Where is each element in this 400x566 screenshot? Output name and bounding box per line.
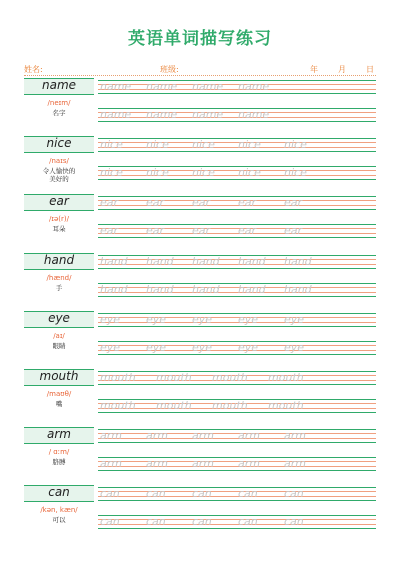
trace-word: arm bbox=[284, 429, 306, 443]
trace-word: name bbox=[238, 108, 270, 121]
meaning-text: 可以 bbox=[52, 516, 66, 525]
trace-word: mouth bbox=[156, 399, 192, 412]
trace-word: mouth bbox=[212, 371, 248, 384]
header-divider bbox=[24, 75, 376, 76]
trace-word: eye bbox=[238, 312, 259, 326]
word-text: can bbox=[48, 485, 70, 500]
trace-word: nice bbox=[192, 166, 215, 180]
trace-word: ear bbox=[146, 196, 165, 210]
guide-line bbox=[98, 384, 376, 385]
trace-word: can bbox=[284, 515, 304, 529]
trace-word: ear bbox=[100, 224, 119, 238]
trace-row bbox=[100, 138, 376, 151]
guide-line bbox=[98, 354, 376, 355]
phonetic-text: /aɪ/ bbox=[53, 331, 65, 340]
trace-word: arm bbox=[146, 429, 168, 443]
word-info bbox=[24, 311, 94, 369]
trace-word: arm bbox=[284, 457, 306, 471]
word-text: arm bbox=[47, 427, 71, 442]
guide-line bbox=[98, 237, 376, 238]
trace-word: can bbox=[238, 487, 258, 501]
word-entry bbox=[24, 427, 376, 485]
trace-word: nice bbox=[238, 138, 261, 152]
trace-word: hand bbox=[192, 282, 220, 296]
meaning-text: 嘴 bbox=[55, 400, 63, 408]
trace-word: mouth bbox=[156, 371, 192, 384]
word-text: name bbox=[41, 78, 77, 92]
trace-row bbox=[100, 283, 376, 296]
trace-word: can bbox=[284, 487, 304, 501]
trace-word: name bbox=[238, 80, 270, 93]
word-info bbox=[24, 78, 94, 136]
word-entry bbox=[24, 253, 376, 311]
trace-word: name bbox=[192, 108, 224, 121]
trace-word: arm bbox=[238, 457, 260, 471]
trace-word: can bbox=[100, 487, 120, 501]
trace-row bbox=[100, 487, 376, 500]
trace-row bbox=[100, 457, 376, 470]
trace-word: nice bbox=[100, 166, 123, 180]
guide-line bbox=[98, 296, 376, 297]
trace-word: eye bbox=[284, 340, 305, 354]
trace-row bbox=[100, 371, 376, 384]
word-info bbox=[24, 136, 94, 194]
word-text: hand bbox=[43, 252, 75, 267]
trace-row bbox=[100, 108, 376, 121]
trace-word: nice bbox=[284, 166, 307, 180]
trace-word: can bbox=[146, 487, 166, 501]
meaning-text: 耳朵 bbox=[52, 225, 66, 234]
trace-word: hand bbox=[146, 282, 174, 296]
phonetic-text: /naɪs/ bbox=[49, 157, 69, 166]
trace-row bbox=[100, 255, 376, 268]
guide-line bbox=[98, 121, 376, 122]
word-entry bbox=[24, 136, 376, 194]
trace-word: eye bbox=[146, 340, 167, 354]
trace-word: eye bbox=[192, 340, 213, 354]
trace-word: hand bbox=[192, 254, 220, 268]
meaning-text: 眼睛 bbox=[52, 341, 66, 350]
trace-word: name bbox=[100, 108, 132, 121]
phonetic-text: /kən, kæn/ bbox=[40, 506, 78, 515]
guide-line bbox=[98, 470, 376, 471]
phonetic-text: /maʊθ/ bbox=[46, 390, 72, 398]
trace-word: hand bbox=[284, 254, 312, 268]
guide-line bbox=[98, 412, 376, 413]
trace-word: eye bbox=[146, 312, 167, 326]
word-text: ear bbox=[49, 194, 69, 209]
guide-line bbox=[98, 268, 376, 269]
trace-word: arm bbox=[100, 457, 122, 471]
trace-word: nice bbox=[146, 166, 169, 180]
guide-line bbox=[98, 179, 376, 180]
word-entry bbox=[24, 369, 376, 427]
day-label: 日 bbox=[366, 65, 374, 74]
guide-line bbox=[98, 442, 376, 443]
trace-word: hand bbox=[100, 254, 128, 268]
meaning-text: 胳膊 bbox=[52, 458, 66, 467]
guide-line bbox=[98, 209, 376, 210]
trace-word: mouth bbox=[212, 399, 248, 412]
class-label: 班级: bbox=[160, 65, 179, 74]
phonetic-text: / ɑːm/ bbox=[48, 448, 70, 457]
trace-word: arm bbox=[192, 429, 214, 443]
trace-row bbox=[100, 515, 376, 528]
guide-line bbox=[98, 151, 376, 152]
trace-word: name bbox=[192, 80, 224, 93]
trace-row bbox=[100, 196, 376, 209]
phonetic-text: /ɪə(r)/ bbox=[49, 215, 69, 224]
trace-word: eye bbox=[100, 312, 121, 326]
trace-row bbox=[100, 224, 376, 237]
meaning-text: 令人愉快的 美好的 bbox=[42, 167, 76, 184]
trace-word: mouth bbox=[100, 399, 136, 412]
word-info bbox=[24, 369, 94, 427]
trace-word: name bbox=[146, 80, 178, 93]
trace-word: ear bbox=[192, 196, 211, 210]
trace-word: name bbox=[100, 80, 132, 93]
trace-word: hand bbox=[238, 282, 266, 296]
trace-word: hand bbox=[284, 282, 312, 296]
word-text: nice bbox=[46, 136, 72, 151]
trace-row bbox=[100, 341, 376, 354]
trace-word: nice bbox=[100, 138, 123, 152]
trace-row bbox=[100, 166, 376, 179]
trace-row bbox=[100, 313, 376, 326]
phonetic-text: /neɪm/ bbox=[47, 99, 71, 107]
trace-word: can bbox=[192, 487, 212, 501]
year-label: 年 bbox=[310, 65, 318, 74]
trace-word: arm bbox=[192, 457, 214, 471]
meaning-text: 名字 bbox=[52, 109, 66, 117]
month-label: 月 bbox=[338, 65, 346, 74]
word-entry bbox=[24, 311, 376, 369]
trace-word: ear bbox=[284, 196, 303, 210]
trace-word: ear bbox=[146, 224, 165, 238]
word-text: eye bbox=[48, 310, 70, 325]
trace-row bbox=[100, 399, 376, 412]
word-info bbox=[24, 194, 94, 252]
page-title: 英语单词描写练习 bbox=[128, 29, 272, 49]
trace-word: ear bbox=[238, 196, 257, 210]
guide-line bbox=[98, 528, 376, 529]
trace-word: ear bbox=[100, 196, 119, 210]
trace-word: nice bbox=[146, 138, 169, 152]
trace-row bbox=[100, 80, 376, 93]
trace-word: mouth bbox=[100, 371, 136, 384]
word-info bbox=[24, 427, 94, 485]
trace-word: hand bbox=[238, 254, 266, 268]
trace-word: arm bbox=[238, 429, 260, 443]
meaning-text: 手 bbox=[55, 283, 63, 292]
trace-word: mouth bbox=[268, 399, 304, 412]
trace-word: can bbox=[146, 515, 166, 529]
trace-word: can bbox=[100, 515, 120, 529]
trace-word: nice bbox=[192, 138, 215, 152]
trace-word: eye bbox=[238, 340, 259, 354]
trace-word: nice bbox=[284, 138, 307, 152]
trace-word: ear bbox=[192, 224, 211, 238]
trace-word: hand bbox=[146, 254, 174, 268]
trace-word: arm bbox=[100, 429, 122, 443]
name-label: 姓名: bbox=[24, 65, 43, 74]
word-info bbox=[24, 485, 94, 543]
trace-word: mouth bbox=[268, 371, 304, 384]
trace-word: nice bbox=[238, 166, 261, 180]
trace-word: ear bbox=[284, 224, 303, 238]
trace-word: can bbox=[238, 515, 258, 529]
word-entry bbox=[24, 78, 376, 136]
trace-word: hand bbox=[100, 282, 128, 296]
trace-word: eye bbox=[100, 340, 121, 354]
trace-word: name bbox=[146, 108, 178, 121]
trace-word: eye bbox=[192, 312, 213, 326]
word-entry bbox=[24, 485, 376, 543]
word-entry bbox=[24, 194, 376, 252]
word-info bbox=[24, 253, 94, 311]
word-text: mouth bbox=[39, 369, 79, 383]
phonetic-text: /hænd/ bbox=[46, 273, 72, 282]
guide-line bbox=[98, 500, 376, 501]
trace-word: can bbox=[192, 515, 212, 529]
guide-line bbox=[98, 93, 376, 94]
trace-word: eye bbox=[284, 312, 305, 326]
guide-line bbox=[98, 326, 376, 327]
trace-row bbox=[100, 429, 376, 442]
trace-word: arm bbox=[146, 457, 168, 471]
trace-word: ear bbox=[238, 224, 257, 238]
